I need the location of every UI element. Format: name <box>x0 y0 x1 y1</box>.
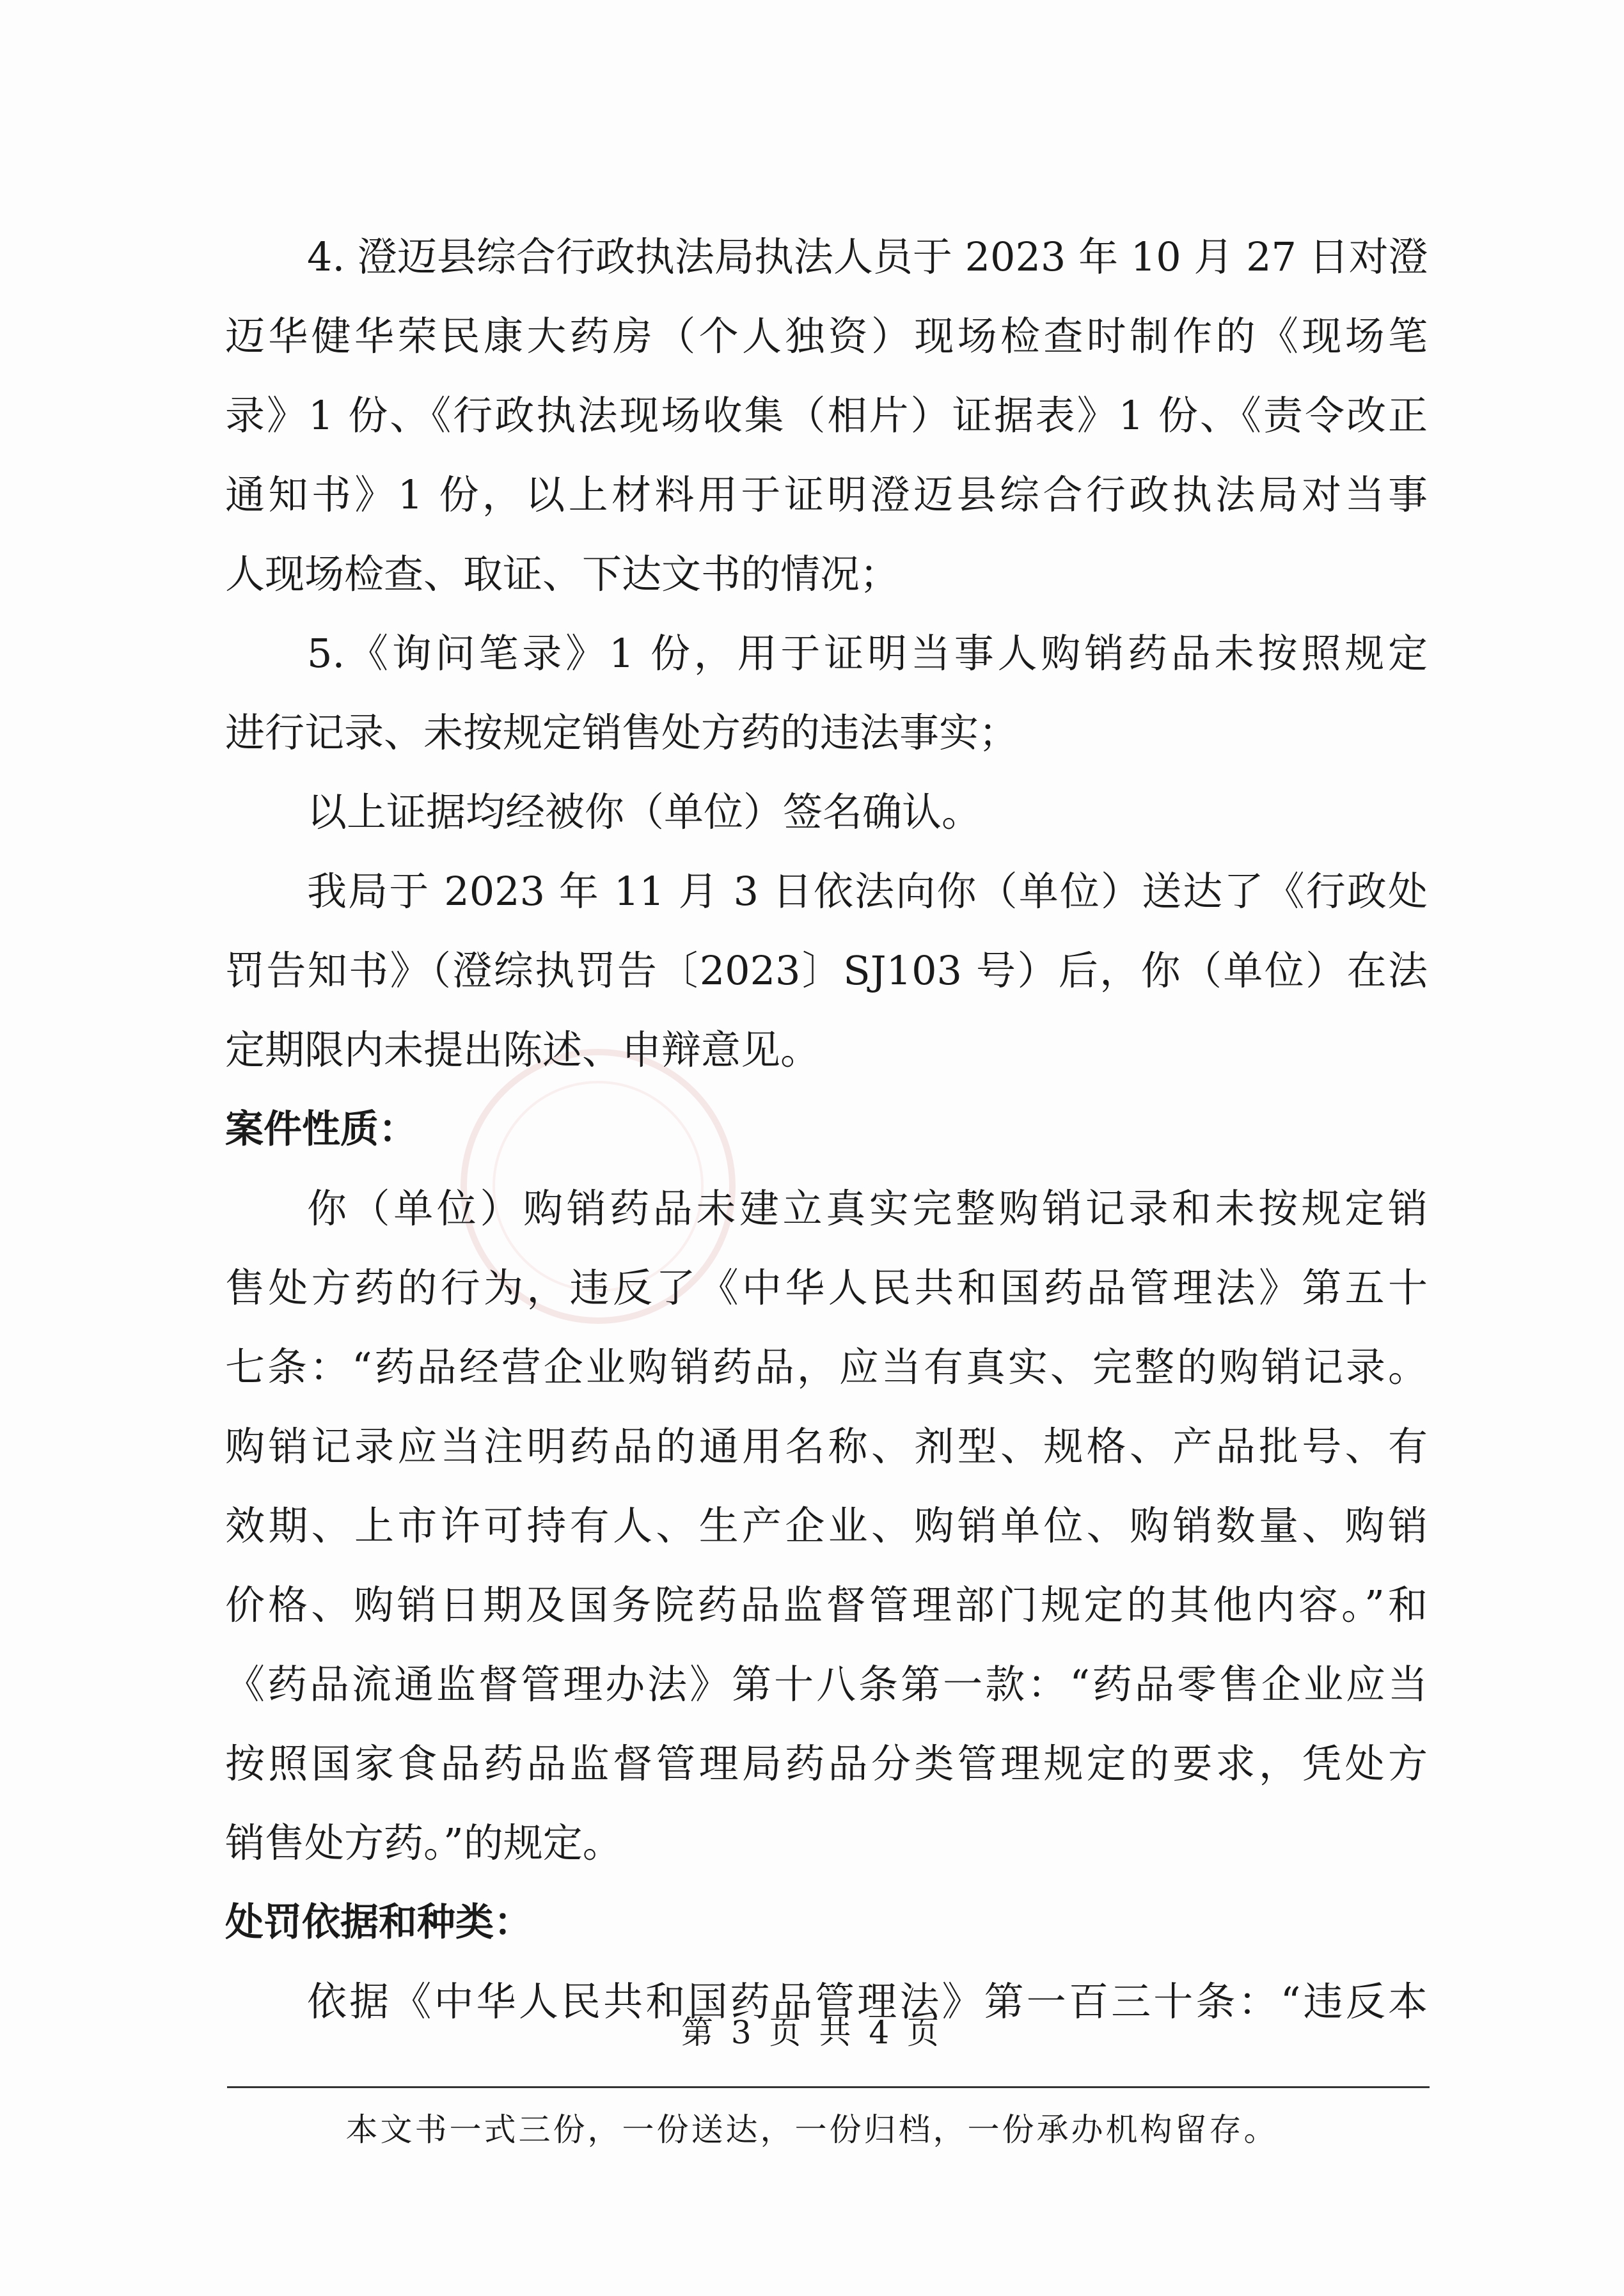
text-line <box>225 1724 1428 1804</box>
text-line <box>225 455 1428 535</box>
text-line <box>225 1566 1428 1645</box>
footer-divider <box>227 2086 1430 2088</box>
text-line-content: 4. 澄迈县综合行政执法局执法人员于 2023 年 10 月 27 日对澄 <box>307 233 1428 280</box>
text-line-content: 购销记录应当注明药品的通用名称、剂型、规格、产品批号、有 <box>225 1423 1428 1470</box>
text-line <box>225 693 1428 773</box>
document-body <box>225 217 1428 2041</box>
text-line-content: 罚告知书》（澄综执罚告〔2023〕SJ103 号）后，你（单位）在法 <box>225 947 1428 994</box>
text-line-content: 案件性质： <box>225 1107 417 1152</box>
text-line-content: 七条：“药品经营企业购销药品，应当有真实、完整的购销记录。 <box>225 1344 1428 1390</box>
text-line <box>225 535 1428 614</box>
text-line-content: 录》1 份、《行政执法现场收集（相片）证据表》1 份、《责令改正 <box>225 392 1428 439</box>
text-line <box>225 1328 1428 1407</box>
text-line <box>225 1010 1428 1090</box>
text-line <box>225 1645 1428 1724</box>
text-line-content: 价格、购销日期及国务院药品监督管理部门规定的其他内容。”和 <box>225 1582 1428 1628</box>
section-heading <box>225 1883 1428 1962</box>
text-line <box>225 1169 1428 1248</box>
text-line <box>225 1407 1428 1486</box>
text-line-content: 我局于 2023 年 11 月 3 日依法向你（单位）送达了《行政处 <box>307 868 1428 915</box>
text-line-content: 进行记录、未按规定销售处方药的违法事实； <box>225 709 1019 756</box>
text-line <box>225 297 1428 376</box>
page-number: 第 3 页 共 4 页 <box>681 2014 943 2051</box>
text-line <box>225 931 1428 1010</box>
footer-note: 本文书一式三份，一份送达，一份归档，一份承办机构留存。 <box>345 2111 1279 2148</box>
text-line-content: 人现场检查、取证、下达文书的情况； <box>225 551 900 597</box>
text-line-content: 你（单位）购销药品未建立真实完整购销记录和未按规定销 <box>307 1185 1428 1232</box>
text-line-content: 售处方药的行为，违反了《中华人民共和国药品管理法》第五十 <box>225 1264 1428 1311</box>
text-line <box>225 376 1428 455</box>
text-line <box>225 1804 1428 1883</box>
text-line <box>225 852 1428 931</box>
text-line-content: 按照国家食品药品监督管理局药品分类管理规定的要求，凭处方 <box>225 1740 1428 1787</box>
text-line <box>225 1248 1428 1328</box>
text-line-content: 通知书》1 份，以上材料用于证明澄迈县综合行政执法局对当事 <box>225 471 1428 518</box>
text-line-content: 依据《中华人民共和国药品管理法》第一百三十条：“违反本 <box>307 1978 1428 2025</box>
text-line-content: 《药品流通监督管理办法》第十八条第一款：“药品零售企业应当 <box>225 1661 1428 1708</box>
text-line-content: 定期限内未提出陈述、申辩意见。 <box>225 1026 821 1073</box>
text-line <box>225 614 1428 693</box>
text-line-content: 5.《询问笔录》1 份，用于证明当事人购销药品未按照规定 <box>307 630 1428 677</box>
text-line <box>225 1486 1428 1566</box>
text-line-content: 效期、上市许可持有人、生产企业、购销单位、购销数量、购销 <box>225 1502 1428 1549</box>
section-heading <box>225 1090 1428 1169</box>
text-line-content: 以上证据均经被你（单位）签名确认。 <box>307 789 982 835</box>
text-line <box>225 217 1428 297</box>
text-line-content: 迈华健华荣民康大药房（个人独资）现场检查时制作的《现场笔 <box>225 313 1428 359</box>
text-line-content: 处罚依据和种类： <box>225 1900 532 1945</box>
text-line-content: 销售处方药。”的规定。 <box>225 1820 622 1866</box>
text-line <box>225 773 1428 852</box>
